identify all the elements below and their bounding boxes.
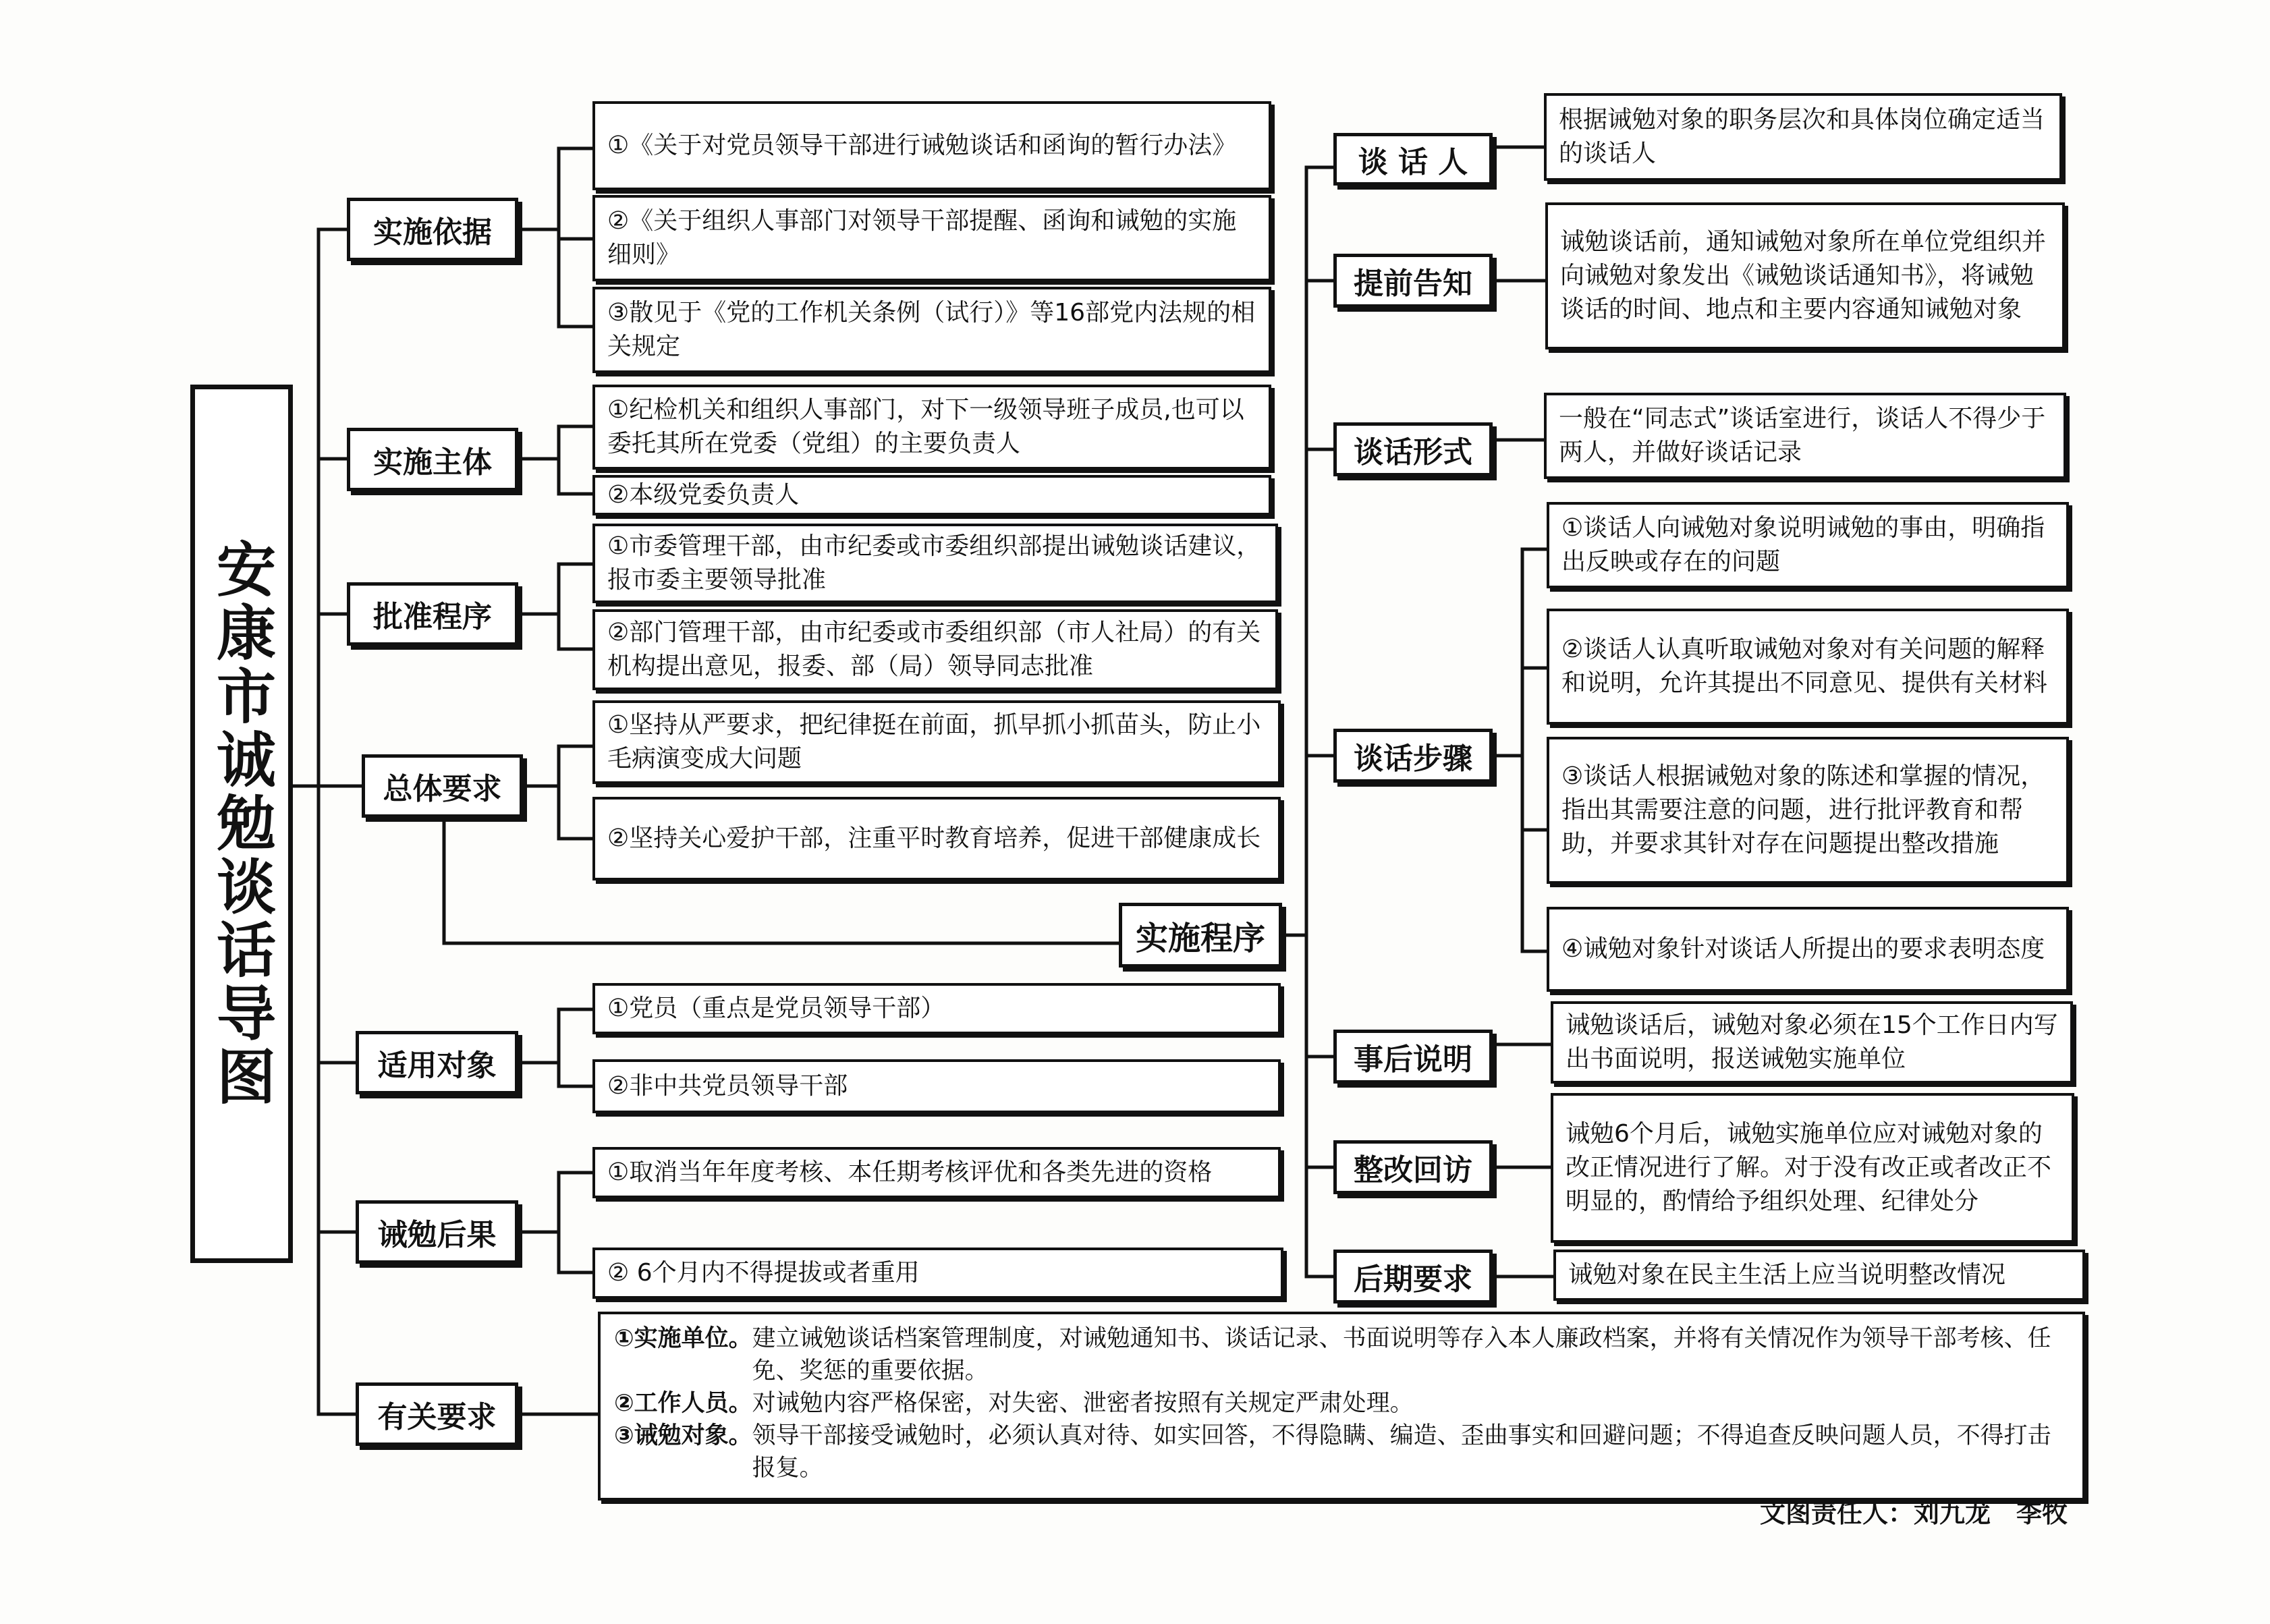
targets-item: ①党员（重点是党员领导干部） <box>592 983 1281 1034</box>
node-basis: 实施依据 <box>347 198 518 261</box>
node-subject: 实施主体 <box>347 428 518 491</box>
form-item: 一般在“同志式”谈话室进行，谈话人不得少于两人，并做好谈话记录 <box>1544 393 2066 479</box>
steps-item: ④诫勉对象针对谈话人所提出的要求表明态度 <box>1547 907 2069 992</box>
node-requirements: 有关要求 <box>356 1382 518 1446</box>
node-after: 事后说明 <box>1333 1030 1493 1084</box>
notice-item: 诫勉谈话前，通知诫勉对象所在单位党组织并向诫勉对象发出《诫勉谈话通知书》，将诫勉谈话的时间、地点和主要内容通知诫勉对象 <box>1545 202 2065 349</box>
talker-item: 根据诫勉对象的职务层次和具体岗位确定适当的谈话人 <box>1544 93 2062 181</box>
node-targets: 适用对象 <box>356 1031 518 1094</box>
node-later: 后期要求 <box>1333 1250 1493 1304</box>
node-notice: 提前告知 <box>1333 254 1493 308</box>
basis-item: ②《关于组织人事部门对领导干部提醒、函询和诫勉的实施细则》 <box>592 195 1271 281</box>
steps-item: ②谈话人认真听取诫勉对象对有关问题的解释和说明，允许其提出不同意见、提供有关材料 <box>1547 609 2069 725</box>
node-talker: 谈 话 人 <box>1333 133 1493 186</box>
node-approval: 批准程序 <box>347 582 518 646</box>
approval-item: ①市委管理干部，由市纪委或市委组织部提出诫勉谈话建议，报市委主要领导批准 <box>592 524 1278 603</box>
requirement-row: ①实施单位。 建立诫勉谈话档案管理制度，对诫勉通知书、谈话记录、书面说明等存入本人廉政档案，并将有关情况作为领导干部考核、任免、奖惩的重要依据。 <box>614 1325 2051 1384</box>
approval-item: ②部门管理干部，由市纪委或市委组织部（市人社局）的有关机构提出意见，报委、部（局）领导同志批准 <box>592 609 1278 690</box>
requirement-row: ③诫勉对象。 领导干部接受诫勉时，必须认真对待、如实回答，不得隐瞒、编造、歪曲事实和回避问题；不得追查反映问题人员，不得打击报复。 <box>614 1422 2051 1482</box>
steps-item: ①谈话人向诫勉对象说明诫勉的事由，明确指出反映或存在的问题 <box>1547 502 2069 588</box>
consequences-item: ② 6个月内不得提拔或者重用 <box>592 1248 1283 1299</box>
node-steps: 谈话步骤 <box>1333 729 1493 783</box>
subject-item: ②本级党委负责人 <box>592 475 1271 515</box>
overall-item: ①坚持从严要求，把纪律挺在前面，抓早抓小抓苗头，防止小毛病演变成大问题 <box>592 700 1281 784</box>
node-form: 谈话形式 <box>1333 422 1493 476</box>
after-item: 诫勉谈话后，诫勉对象必须在15个工作日内写出书面说明，报送诫勉实施单位 <box>1551 1001 2073 1084</box>
overall-item: ②坚持关心爱护干部，注重平时教育培养，促进干部健康成长 <box>592 797 1281 880</box>
node-procedure: 实施程序 <box>1119 903 1282 968</box>
requirement-row: ②工作人员。 对诫勉内容严格保密，对失密、泄密者按照有关规定严肃处理。 <box>614 1390 1414 1417</box>
steps-item: ③谈话人根据诫勉对象的陈述和掌握的情况，指出其需要注意的问题，进行批评教育和帮助，并要求其针对存在问题提出整改措施 <box>1547 737 2069 884</box>
node-revisit: 整改回访 <box>1333 1140 1493 1194</box>
diagram-title: 安康市诚勉谈话导图 <box>207 538 277 1109</box>
diagram-title-box <box>190 385 293 1263</box>
subject-item: ①纪检机关和组织人事部门，对下一级领导班子成员,也可以委托其所在党委（党组）的主要负责人 <box>592 385 1271 470</box>
targets-item: ②非中共党员领导干部 <box>592 1059 1281 1113</box>
basis-item: ③散见于《党的工作机关条例（试行）》等16部党内法规的相关规定 <box>592 287 1271 373</box>
requirements-detail-box <box>598 1312 2085 1501</box>
basis-item: ①《关于对党员领导干部进行诫勉谈话和函询的暂行办法》 <box>592 101 1271 190</box>
later-item: 诫勉对象在民主生活上应当说明整改情况 <box>1553 1250 2085 1301</box>
node-overall: 总体要求 <box>362 754 523 818</box>
credit-line: 文图责任人：刘九龙 李牧 <box>1759 1499 2068 1528</box>
revisit-item: 诫勉6个月后，诫勉实施单位应对诫勉对象的改正情况进行了解。对于没有改正或者改正不明显的，酌情给予组织处理、纪律处分 <box>1551 1093 2074 1243</box>
consequences-item: ①取消当年年度考核、本任期考核评优和各类先进的资格 <box>592 1147 1281 1198</box>
node-consequences: 诫勉后果 <box>356 1200 518 1264</box>
